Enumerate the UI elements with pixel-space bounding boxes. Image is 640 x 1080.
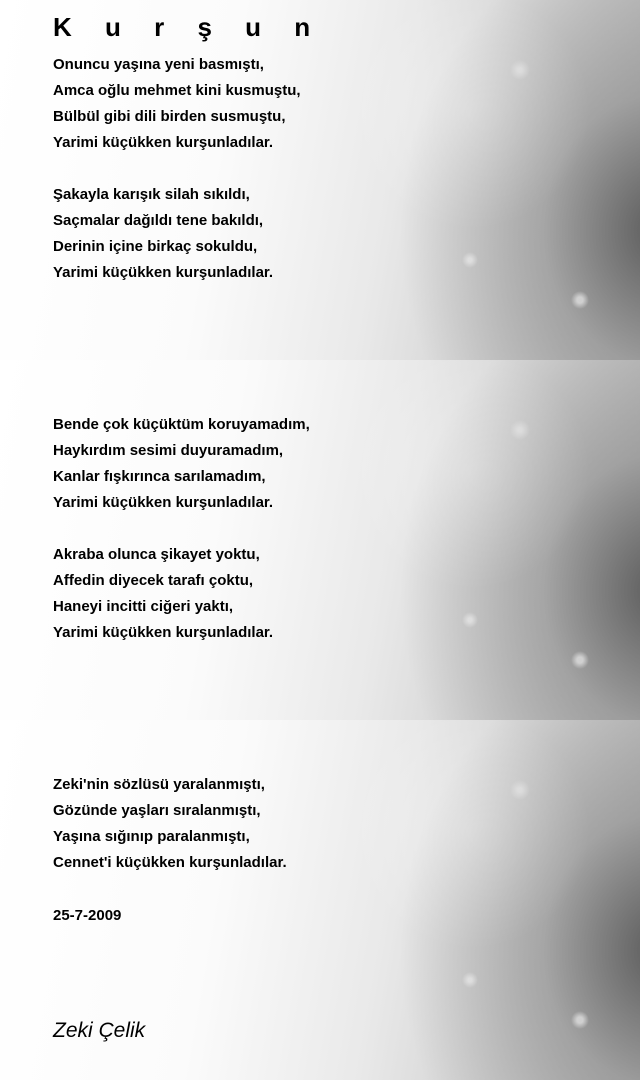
poem-line: Yarimi küçükken kurşunladılar.: [53, 264, 274, 281]
stanza-2: [53, 182, 273, 286]
poem-panel-3: [0, 720, 640, 1080]
poem-line: Amca oğlu mehmet kini kusmuştu,: [53, 82, 301, 99]
stanza-1: [53, 52, 301, 156]
stanza-3: [53, 412, 310, 516]
poem-line: Onuncu yaşına yeni basmıştı,: [53, 56, 264, 73]
poem-line: Affedin diyecek tarafı çoktu,: [53, 572, 254, 589]
poem-title: K u r ş u n: [53, 12, 324, 42]
poem-panel-2: [0, 360, 640, 720]
poem-line: Cennet'i küçükken kurşunladılar.: [53, 854, 287, 871]
poem-date: 25-7-2009: [53, 907, 122, 924]
poem-line: Zeki'nin sözlüsü yaralanmıştı,: [53, 776, 265, 793]
poem-line: Haykırdım sesimi duyuramadım,: [53, 442, 284, 459]
poem-line: Gözünde yaşları sıralanmıştı,: [53, 802, 261, 819]
poem-line: Yarimi küçükken kurşunladılar.: [53, 624, 274, 641]
poem-line: Yarimi küçükken kurşunladılar.: [53, 134, 274, 151]
poem-line: Yarimi küçükken kurşunladılar.: [53, 494, 274, 511]
stanza-5: [53, 772, 287, 876]
poem-line: Yaşına sığınıp paralanmıştı,: [53, 828, 250, 845]
stanza-4: [53, 542, 273, 646]
poem-author: Zeki Çelik: [53, 1019, 146, 1042]
poem-line: Bende çok küçüktüm koruyamadım,: [53, 416, 310, 433]
poem-line: Derinin içine birkaç sokuldu,: [53, 238, 258, 255]
poem-panel-1: [0, 0, 640, 360]
poem-line: Haneyi incitti ciğeri yaktı,: [53, 598, 234, 615]
poem-line: Bülbül gibi dili birden susmuştu,: [53, 108, 286, 125]
poem-line: Kanlar fışkırınca sarılamadım,: [53, 468, 266, 485]
poem-line: Akraba olunca şikayet yoktu,: [53, 546, 260, 563]
poem-line: Saçmalar dağıldı tene bakıldı,: [53, 212, 264, 229]
poem-line: Şakayla karışık silah sıkıldı,: [53, 186, 250, 203]
